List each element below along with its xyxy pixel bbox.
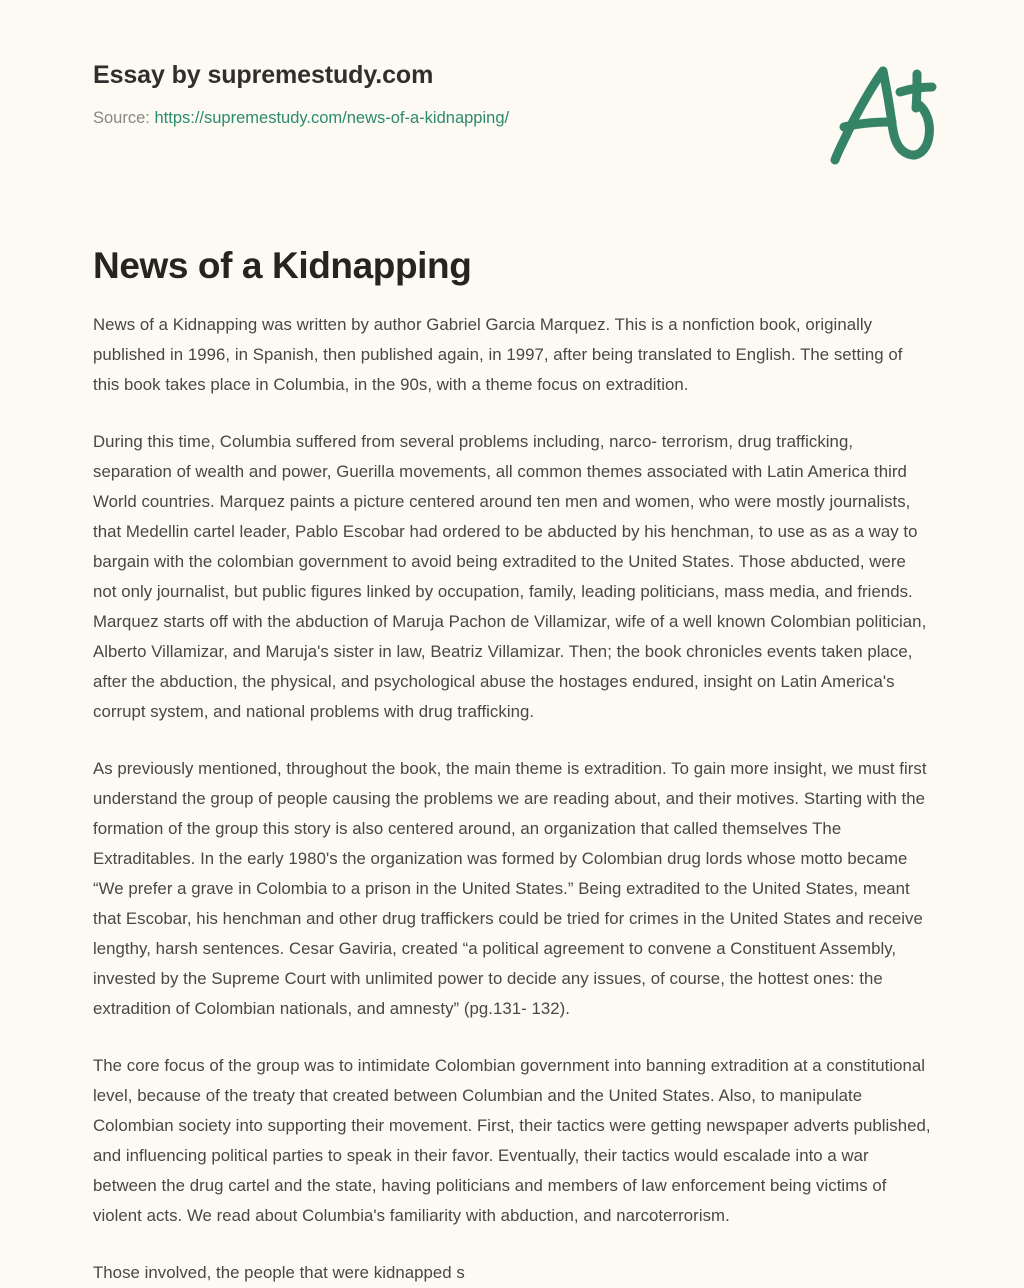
header-left-block [93, 60, 934, 129]
article-paragraph: The core focus of the group was to intimidate Colombian government into banning extradition at a constitutional level, because of the treaty that created between Columbian and the United States. Also, to manipulate Colombian society into supporting their movement. First, their tactics were getting newspaper adverts published, and influencing political parties to speak in their favor. Eventually, their tactics would escalade into a war between the drug cartel and the state, having politicians and members of law enforcement being victims of violent acts. We read about Columbia's familiarity with abduction, and narcoterrorism. [93, 1056, 931, 1225]
article-body [93, 310, 931, 1288]
a-plus-logo-icon [822, 52, 952, 177]
brand-logo [822, 52, 952, 177]
source-label: Source: [93, 109, 150, 127]
essay-byline: Essay by supremestudy.com [93, 61, 434, 89]
source-line [93, 108, 934, 129]
article-paragraph: As previously mentioned, throughout the book, the main theme is extradition. To gain more insight, we must first understand the group of people causing the problems we are reading about, and their motives. Starting with the formation of the group this story is also centered around, an organization that called themselves The Extraditables. In the early 1980's the organization was formed by Colombian drug lords whose motto became “We prefer a grave in Colombia to a prison in the United States.” Being extradited to the United States, meant that Escobar, his henchman and other drug traffickers could be tried for crimes in the United States and receive lengthy, harsh sentences. Cesar Gaviria, created “a political agreement to convene a Constituent Assembly, invested by the Supreme Court with unlimited power to decide any issues, of course, the hottest ones: the extradition of Colombian nationals, and amnesty” (pg.131- 132). [93, 759, 927, 1018]
article-paragraph: Those involved, the people that were kidnapped s [93, 1263, 465, 1282]
article-paragraph: News of a Kidnapping was written by author Gabriel Garcia Marquez. This is a nonfiction book, originally published in 1996, in Spanish, then published again, in 1997, after being translated to English. The setting of this book takes place in Columbia, in the 90s, with a theme focus on extradition. [93, 315, 903, 394]
page-title: News of a Kidnapping [93, 245, 472, 286]
article-paragraph: During this time, Columbia suffered from several problems including, narco- terrorism, drug trafficking, separation of wealth and power, Guerilla movements, all common themes associated with Latin America third World countries. Marquez paints a picture centered around ten men and women, who were mostly journalists, that Medellin cartel leader, Pablo Escobar had ordered to be abducted by his henchman, to use as as a way to bargain with the colombian government to avoid being extradited to the United States. Those abducted, were not only journalist, but public figures linked by occupation, family, leading politicians, mass media, and friends. Marquez starts off with the abduction of Maruja Pachon de Villamizar, wife of a well known Colombian politician, Alberto Villamizar, and Maruja's sister in law, Beatriz Villamizar. Then; the book chronicles events taken place, after the abduction, the physical, and psychological abuse the hostages endured, insight on Latin America's corrupt system, and national problems with drug trafficking. [93, 432, 927, 721]
source-url-link[interactable]: https://supremestudy.com/news-of-a-kidnapping/ [154, 109, 510, 127]
